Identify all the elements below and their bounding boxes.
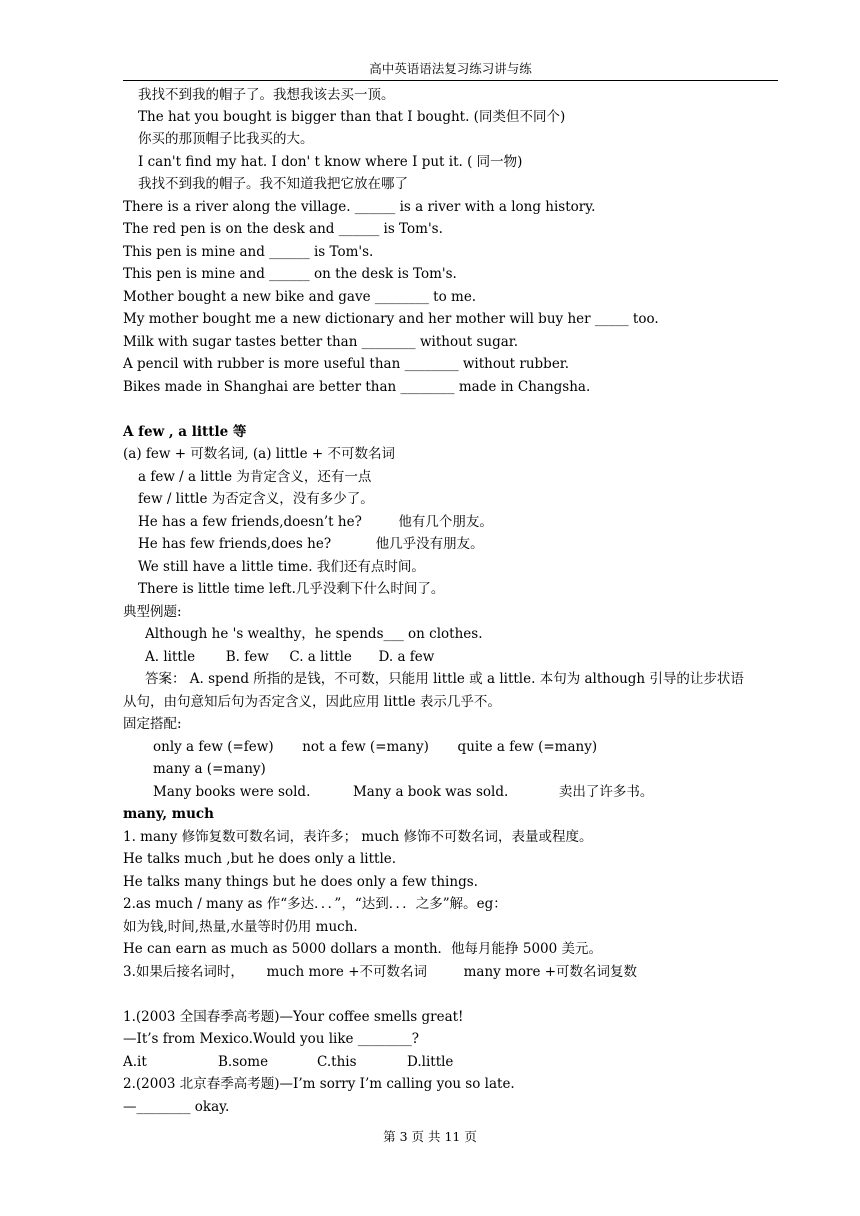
example-zh: 我们还有点时间。 [316, 559, 425, 575]
collocation: many a (=many) [153, 761, 266, 777]
text-fragment: many more +可数名词复数 [463, 964, 638, 980]
exercise-line: Milk with sugar tastes better than ________ without sugar. [123, 334, 519, 350]
header-title: 高中英语语法复习练习讲与练 [369, 61, 532, 76]
page-header [123, 58, 778, 81]
option: A.it [123, 1054, 147, 1070]
section-heading-many: many, much [123, 806, 214, 822]
text-fragment: much more +不可数名词 [266, 964, 428, 980]
example-zh: 他有几个朋友。 [398, 514, 493, 530]
page-number: 第 3 页 共 11 页 [383, 1129, 477, 1144]
text-line: He talks many things but he does only a few things. [123, 874, 478, 890]
exercise-line: This pen is mine and ______ on the desk is Tom's. [123, 266, 457, 282]
rule-positive: a few / a little 为肯定含义，还有一点 [138, 469, 372, 485]
exercise-line: The red pen is on the desk and ______ is Tom's. [123, 221, 443, 237]
option: B.some [218, 1054, 269, 1070]
rule-negative: few / little 为否定含义，没有多少了。 [138, 491, 374, 507]
exercise-line: A pencil with rubber is more useful than ________ without rubber. [123, 356, 570, 372]
option: C. a little [289, 649, 352, 665]
page-footer [0, 1128, 860, 1146]
example-en: He has few friends,does he? [138, 536, 332, 552]
exercise-line: There is a river along the village. ______ is a river with a long history. [123, 199, 596, 215]
answer-line: 从句，由句意知后句为否定含义，因此应用 little 表示几乎不。 [123, 694, 501, 710]
example-zh: 他几乎没有朋友。 [375, 536, 484, 552]
option: B. few [225, 649, 269, 665]
typical-label: 典型例题: [123, 604, 182, 620]
example-line [138, 558, 425, 576]
text-line: 我找不到我的帽子。我不知道我把它放在哪了 [138, 176, 408, 192]
text-line: 1. many 修饰复数可数名词，表许多； much 修饰不可数名词，表量或程度。 [123, 829, 593, 845]
text-line: He talks much ,but he does only a little. [123, 851, 397, 867]
answer-line: 答案： A. spend 所指的是钱，不可数，只能用 little 或 a little. 本句为 although 引导的让步状语 [145, 671, 744, 687]
text-line: The hat you bought is bigger than that I bought. (同类但不同个) [138, 109, 566, 125]
example-line [138, 513, 493, 531]
option: D.little [407, 1054, 454, 1070]
exercise-line: Mother bought a new bike and gave ________ to me. [123, 289, 477, 305]
example-en: There is little time left. [138, 581, 296, 597]
fixed-label: 固定搭配: [123, 716, 182, 732]
example-line [138, 535, 484, 553]
text-line: I can't find my hat. I don' t know where I put it. ( 同一物) [138, 154, 523, 170]
option: C.this [317, 1054, 357, 1070]
example-en: Many books were sold. [153, 784, 311, 800]
exercise-question: 1.(2003 全国春季高考题)—Your coffee smells great! [123, 1009, 464, 1025]
exercise-line: This pen is mine and ______ is Tom's. [123, 244, 374, 260]
collocation: only a few (=few) [153, 739, 274, 755]
text-line: 如为钱,时间,热量,水量等时仍用 much. [123, 919, 358, 935]
section-heading-few: A few , a little 等 [123, 424, 247, 440]
text-line: 你买的那顶帽子比我买的大。 [138, 131, 314, 147]
exercise-question: —________ okay. [123, 1099, 230, 1115]
example-en: He has a few friends,doesn’t he? [138, 514, 362, 530]
text-line: 我找不到我的帽子了。我想我该去买一顶。 [138, 87, 395, 103]
exercise-question: —It’s from Mexico.Would you like ________? [123, 1031, 420, 1047]
collocation: not a few (=many) [302, 739, 429, 755]
text-line [123, 963, 637, 981]
exercise-question: 2.(2003 北京春季高考题)—I’m sorry I’m calling you so late. [123, 1076, 515, 1092]
options-line [145, 648, 434, 666]
question-line: Although he 's wealthy，he spends___ on clothes. [145, 626, 483, 642]
exercise-line: My mother bought me a new dictionary and her mother will buy her _____ too. [123, 311, 659, 327]
exercise-line: Bikes made in Shanghai are better than ________ made in Changsha. [123, 379, 591, 395]
example-en: Many a book was sold. [352, 784, 509, 800]
collocation-example [153, 783, 653, 801]
example-zh: 几乎没剩下什么时间了。 [295, 581, 445, 597]
example-line [138, 580, 444, 598]
text-fragment: 3.如果后接名词时， [123, 964, 244, 980]
text-line: 2.as much / many as 作“多达．．．”，“达到．．．之多”解。eg： [123, 896, 507, 912]
option: A. little [145, 649, 196, 665]
example-zh: 卖出了许多书。 [558, 784, 654, 800]
rule-line: (a) few + 可数名词, (a) little + 不可数名词 [123, 446, 395, 462]
option: D. a few [378, 649, 435, 665]
fixed-collocations [153, 738, 597, 756]
collocation: quite a few (=many) [457, 739, 598, 755]
example-en: We still have a little time. [138, 559, 313, 575]
text-line: He can earn as much as 5000 dollars a month．他每月能挣 5000 美元。 [123, 941, 602, 957]
